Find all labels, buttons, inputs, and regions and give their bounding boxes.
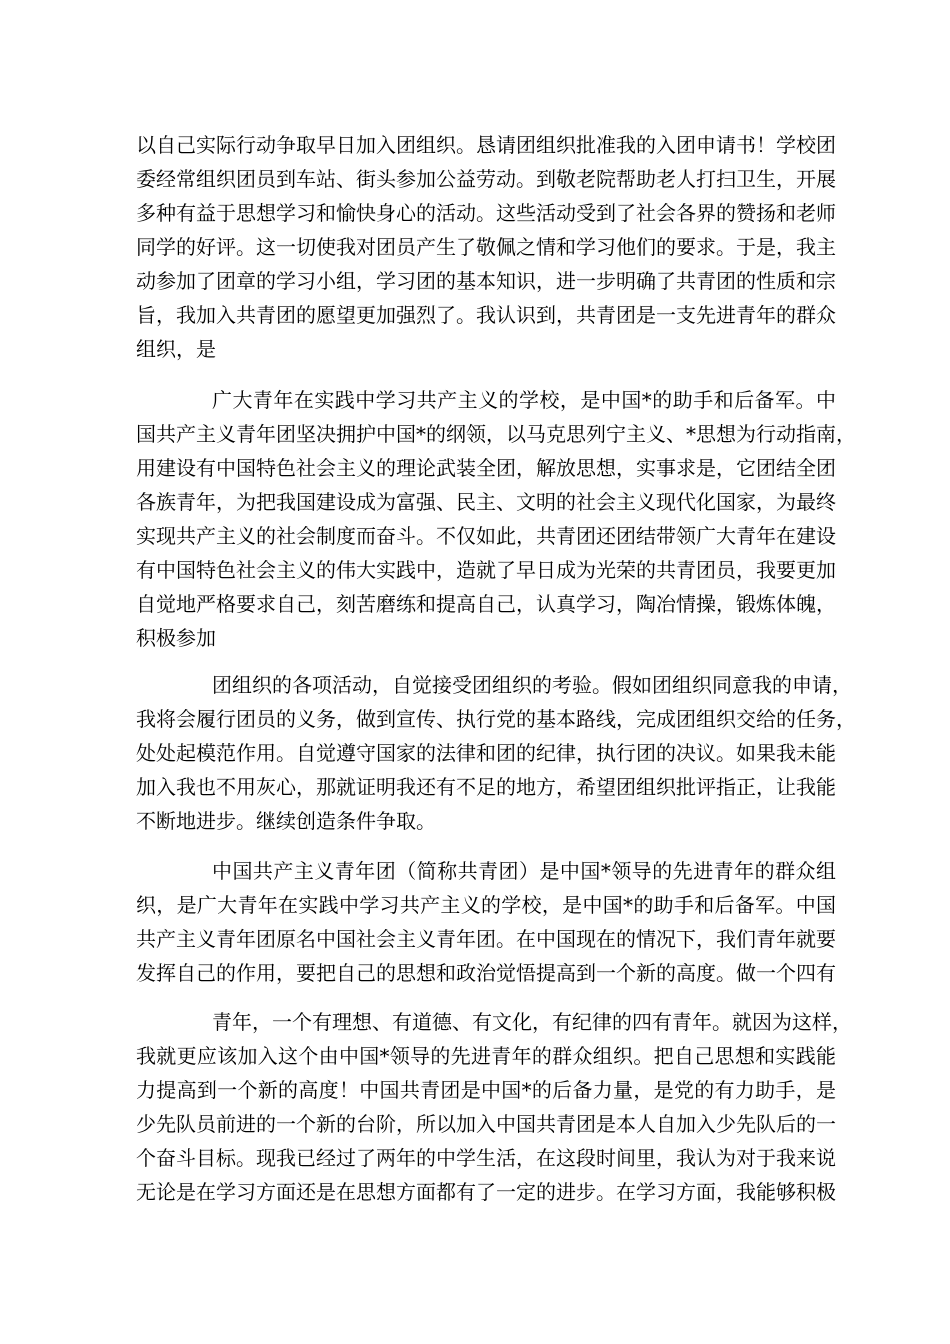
text-line: 广大青年在实践中学习共产主义的学校，是中国*的助手和后备军。中 — [212, 388, 836, 412]
text-line: 国共产主义青年团坚决拥护中国*的纲领，以马克思列宁主义、*思想为行动指南， — [136, 422, 856, 446]
text-line: 自觉地严格要求自己，刻苦磨练和提高自己，认真学习，陶冶情操，锻炼体魄， — [136, 592, 836, 616]
text-line: 力提高到一个新的高度！中国共青团是中国*的后备力量，是党的有力助手，是 — [136, 1078, 836, 1102]
text-line: 积极参加 — [136, 626, 216, 650]
paragraph-3 — [136, 668, 856, 838]
text-line: 组织，是 — [136, 337, 216, 361]
text-line: 加入我也不用灰心，那就证明我还有不足的地方，希望团组织批评指正，让我能 — [136, 775, 836, 799]
paragraph-4 — [136, 854, 836, 990]
text-line: 动参加了团章的学习小组，学习团的基本知识，进一步明确了共青团的性质和宗 — [136, 269, 836, 293]
paragraph-1 — [136, 128, 836, 366]
text-line: 织，是广大青年在实践中学习共产主义的学校，是中国*的助手和后备军。中国 — [136, 893, 836, 917]
text-line: 发挥自己的作用，要把自己的思想和政治觉悟提高到一个新的高度。做一个四有 — [136, 961, 836, 985]
text-line: 我就更应该加入这个由中国*领导的先进青年的群众组织。把自己思想和实践能 — [136, 1044, 836, 1068]
paragraph-2 — [136, 383, 856, 655]
text-line: 同学的好评。这一切使我对团员产生了敬佩之情和学习他们的要求。于是，我主 — [136, 235, 836, 259]
text-line: 不断地进步。继续创造条件争取。 — [136, 809, 436, 833]
text-line: 处处起模范作用。自觉遵守国家的法律和团的纪律，执行团的决议。如果我未能 — [136, 741, 836, 765]
text-line: 以自己实际行动争取早日加入团组织。恳请团组织批准我的入团申请书！学校团 — [136, 133, 836, 157]
text-line: 多种有益于思想学习和愉快身心的活动。这些活动受到了社会各界的赞扬和老师 — [136, 201, 836, 225]
text-line: 少先队员前进的一个新的台阶，所以加入中国共青团是本人自加入少先队后的一 — [136, 1112, 836, 1136]
text-line: 个奋斗目标。现我已经过了两年的中学生活，在这段时间里，我认为对于我来说 — [136, 1146, 836, 1170]
text-line: 青年，一个有理想、有道德、有文化，有纪律的四有青年。就因为这样， — [212, 1010, 852, 1034]
text-line: 旨，我加入共青团的愿望更加强烈了。我认识到，共青团是一支先进青年的群众 — [136, 303, 836, 327]
text-line: 实现共产主义的社会制度而奋斗。不仅如此，共青团还团结带领广大青年在建设 — [136, 524, 836, 548]
text-line: 无论是在学习方面还是在思想方面都有了一定的进步。在学习方面，我能够积极 — [136, 1180, 836, 1204]
text-line: 各族青年，为把我国建设成为富强、民主、文明的社会主义现代化国家，为最终 — [136, 490, 836, 514]
text-line: 共产主义青年团原名中国社会主义青年团。在中国现在的情况下，我们青年就要 — [136, 927, 836, 951]
text-line: 我将会履行团员的义务，做到宣传、执行党的基本路线，完成团组织交给的任务， — [136, 707, 856, 731]
text-line: 中国共产主义青年团（简称共青团）是中国*领导的先进青年的群众组 — [212, 859, 836, 883]
paragraph-5 — [136, 1005, 852, 1209]
text-line: 有中国特色社会主义的伟大实践中，造就了早日成为光荣的共青团员，我要更加 — [136, 558, 836, 582]
text-line: 委经常组织团员到车站、街头参加公益劳动。到敬老院帮助老人打扫卫生，开展 — [136, 167, 836, 191]
text-line: 团组织的各项活动，自觉接受团组织的考验。假如团组织同意我的申请， — [212, 673, 852, 697]
text-line: 用建设有中国特色社会主义的理论武装全团，解放思想，实事求是，它团结全团 — [136, 456, 836, 480]
